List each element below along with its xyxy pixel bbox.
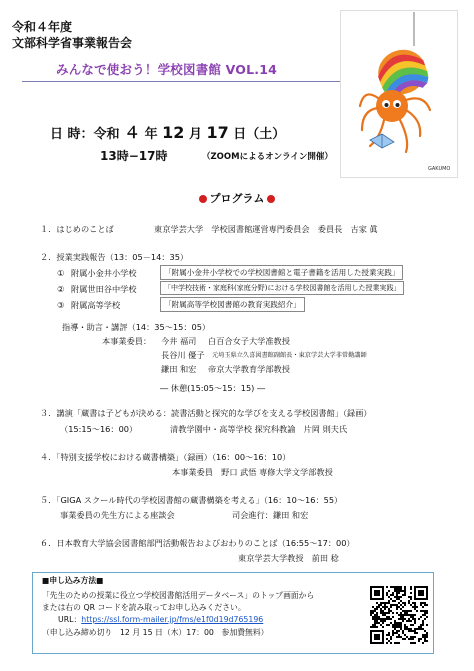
report-3-school: 附属高等学校 xyxy=(71,300,121,310)
report-2-num: ② xyxy=(57,284,65,294)
item6-title: ６．日本教育大学協会図書館部門活動報告およびおわりのことば（16:55～17：00） xyxy=(40,538,355,548)
date-month-unit: 月 xyxy=(188,127,202,142)
advisor-2-affiliation: 元埼玉県立久喜図書館副館長・東京学芸大学非常勤講師 xyxy=(212,352,367,359)
event-date xyxy=(50,120,285,143)
application-line2: または右の QR コードを読み取ってお申し込みください。 xyxy=(42,603,246,612)
item6-speaker: 東京学芸大学教授 前田 稔 xyxy=(238,553,339,563)
advisor-2-name: 長谷川 優子 xyxy=(161,350,205,360)
qr-code-icon[interactable] xyxy=(370,586,428,644)
guidance-role: 本事業委員： xyxy=(102,336,152,346)
date-day: 17 xyxy=(206,123,229,142)
report-2-school: 附属世田谷中学校 xyxy=(71,284,137,294)
item4-title: ４．「特別支援学校における蔵書構築」（録画）（16：00～16：10） xyxy=(40,452,291,462)
date-label: 日 時：令和 xyxy=(50,127,120,142)
item3-title: ３．講演「蔵書は子どもが決める：読書活動と探究的な学びを支える学校図書館」（録画） xyxy=(40,408,372,418)
guidance-heading: 指導・助言・講評（14：35～15：05） xyxy=(62,322,211,332)
application-url-row xyxy=(58,615,263,625)
date-year: ４ xyxy=(124,123,141,142)
item5-title: ５．「GIGA スクール時代の学校図書館の蔵書構築を考える」（16：10～16：55） xyxy=(40,495,343,505)
report-1-school: 附属小金井小学校 xyxy=(71,268,137,278)
application-url-link[interactable]: https://ssl.form-mailer.jp/fms/e1f0d19d765196 xyxy=(81,615,264,624)
application-heading: ■申し込み方法■ xyxy=(42,576,104,585)
header-year: 令和４年度 xyxy=(12,20,73,34)
date-month: 12 xyxy=(162,123,185,142)
item2-heading: ２．授業実践報告（13：05－14：35） xyxy=(40,252,189,262)
item3-speaker: 清教学園中・高等学校 探究科教諭 片岡 則夫氏 xyxy=(170,424,348,434)
illustration-caption: GAKUMO xyxy=(428,166,451,172)
item4-speaker: 本事業委員 野口 武悟 専修大学文学部教授 xyxy=(172,467,333,477)
break-note: ― 休憩(15:05～15：15) ― xyxy=(160,383,266,393)
application-deadline: （申し込み締め切り 12 月 15 日（木）17：00 参加費無料） xyxy=(42,628,269,637)
event-title: みんなで使おう！学校図書館 VOL.14 xyxy=(56,62,278,77)
item1-speaker: 東京学芸大学 学校図書館運営専門委員会 委員長 古家 眞 xyxy=(154,224,378,234)
red-dot-icon xyxy=(267,195,275,203)
report-1-topic: 「附属小金井小学校での学校図書館と電子書籍を活用した授業実践」 xyxy=(160,265,403,280)
report-3-topic: 「附属高等学校図書館の教育実践紹介」 xyxy=(160,297,305,312)
online-note: （ZOOMによるオンライン開催） xyxy=(202,152,333,162)
red-dot-icon xyxy=(199,195,207,203)
advisor-3-name: 鎌田 和宏 xyxy=(161,364,197,374)
item5-sub: 事業委員の先生方による座談会 xyxy=(60,510,175,520)
event-time: 13時−17時 xyxy=(100,149,168,163)
advisor-1-affiliation: 白百合女子大学准教授 xyxy=(208,336,290,346)
report-3-num: ③ xyxy=(57,300,65,310)
url-label: URL： xyxy=(58,615,82,624)
date-year-unit: 年 xyxy=(144,127,158,142)
header-event-type: 文部科学省事業報告会 xyxy=(12,36,133,50)
item1-label: １．はじめのことば xyxy=(40,224,114,234)
report-1-num: ① xyxy=(57,268,65,278)
date-day-unit: 日（土） xyxy=(233,127,286,142)
spider-reading-book-icon xyxy=(340,10,458,178)
item3-time: （15:15～16：00） xyxy=(60,424,138,434)
title-underline xyxy=(22,81,340,82)
advisor-1-name: 今井 福司 xyxy=(161,336,197,346)
item5-moderator: 司会進行：鎌田 和宏 xyxy=(232,510,309,520)
program-title: プログラム xyxy=(209,192,265,205)
application-line1: 「先生のための授業に役立つ学校図書館活用データベース」のトップ画面から xyxy=(42,591,315,600)
report-2-topic: 「中学校技術・家庭科(家庭分野)における学校図書館を活用した授業実践」 xyxy=(160,281,404,295)
advisor-3-affiliation: 帝京大学教育学部教授 xyxy=(208,364,290,374)
program-heading xyxy=(0,190,474,206)
